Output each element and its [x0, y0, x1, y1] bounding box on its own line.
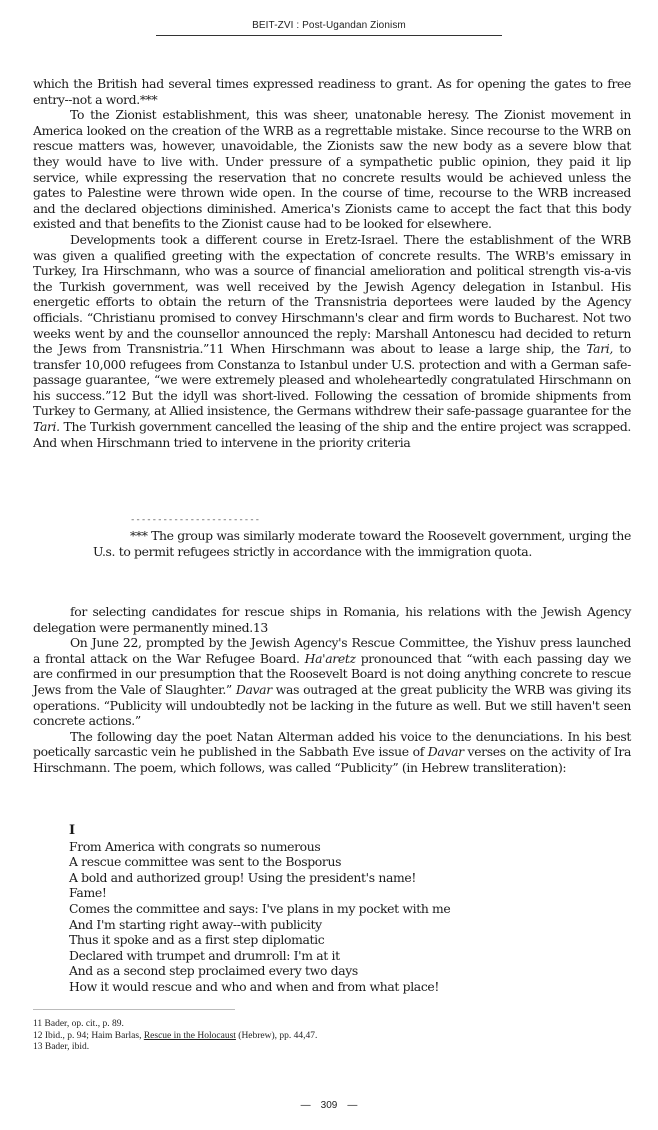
main-text-bottom	[33, 604, 631, 776]
poem-line: Fame!	[69, 885, 107, 901]
paragraph-2: To the Zionist establishment, this was sheer, unatonable heresy. The Zionist movement in America looked on the creation of the WRB as a regrettable mistake. Since recourse to the WRB on rescue matters was, however, unavoidable, the Zionists saw the new body as a severe blow that they would have to live with. Under pressure of a sympathetic public opinion, they paid it lip service, while expressing the reservation that no concrete results would be achieved unless the gates to Palestine were thrown wide open. In the course of time, recourse to the WRB increased and the declared objections diminished. America's Zionists came to accept the fact that this body existed and that benefits to the Zionist cause had to be looked for elsewhere.	[33, 107, 631, 232]
paragraph-4: for selecting candidates for rescue ships in Romania, his relations with the Jewish Agency delegation were permanently mined.13	[33, 604, 631, 635]
paragraph-5-text-a: On June 22, prompted by the Jewish Agency's Rescue Committee, the Yishuv press launched a frontal attack on the War Refugee Board.	[33, 635, 631, 666]
poem-publicity	[69, 823, 629, 995]
dash-left: —	[300, 1100, 311, 1111]
newspaper-davar-2: Davar	[427, 744, 464, 760]
poem-line: Thus it spoke and as a first step diplomatic	[69, 932, 325, 948]
footnote-12-pre: 12 Ibid., p. 94; Haim Barlas,	[33, 1030, 144, 1041]
footnote-rule	[33, 1009, 235, 1010]
poem-stanza-numeral: I	[69, 823, 75, 838]
paragraph-5	[33, 635, 631, 729]
paragraph-6-text-a: The following day the poet Natan Alterman added his voice to the denunciations. In his best poetically sarcastic vein he published in the Sabbath Eve issue of	[33, 728, 631, 760]
page-number: 309	[320, 1100, 338, 1111]
paragraph-3	[33, 232, 631, 450]
paragraph-5-text-c: was outraged at the great publicity the WRB was giving its operations. “Publicity will undoubtedly not be lacking in the future as well. But we still haven't seen concrete actions.”	[33, 681, 632, 729]
poem-line: From America with congrats so numerous	[69, 838, 321, 854]
poem-line: Comes the committee and says: I've plans in my pocket with me	[69, 900, 451, 916]
footnote-separator: ------------------------	[130, 515, 261, 525]
ship-name-tari-2: Tari.	[33, 419, 60, 435]
poem-line: Declared with trumpet and drumroll: I'm at it	[69, 947, 340, 963]
paragraph-6-text-b: verses on the activity of Ira Hirschmann. The poem, which follows, was called “Publicity” (in Hebrew transliteration):	[33, 744, 631, 775]
footnotes	[33, 1019, 433, 1054]
poem-line: A bold and authorized group! Using the president's name!	[69, 869, 417, 885]
running-header	[0, 20, 658, 36]
paragraph-6	[33, 729, 631, 776]
newspaper-haaretz: Ha'aretz	[304, 650, 356, 666]
poem-line: And I'm starting right away--with publicity	[69, 916, 322, 932]
paragraph-3-text-b: to transfer 10,000 refugees from Constanza to Istanbul under U.S. protection and with a German safe-passage guarantee, “we were extremely pleased and wholeheartedly congratulated Hirschmann on his success.”12 But the idyll was short-lived. Following the cessation of bromide shipments from Turkey to Germany, at Allied insistence, the Germans withdrew their safe-passage guarantee for the	[33, 341, 631, 419]
main-text-top	[33, 76, 631, 450]
dash-right: —	[347, 1100, 358, 1111]
paragraph-3-text-c: The Turkish government cancelled the leasing of the ship and the entire project was scrapped. And when Hirschmann tried to intervene in the priority criteria	[33, 419, 631, 450]
page-footer	[0, 1100, 658, 1111]
header-rule	[156, 35, 502, 36]
asterisk-footnote-text: *** The group was similarly moderate toward the Roosevelt government, urging the U.s. to permit refugees strictly in accordance with the immigration quota.	[93, 528, 631, 559]
poem-line: And as a second step proclaimed every two days	[69, 963, 358, 979]
paragraph-3-text-a: Developments took a different course in Eretz-Israel. There the establishment of the WRB was given a qualified greeting with the expectation of concrete results. The WRB's emissary in Turkey, Ira Hirschmann, who was a source of financial amelioration and political strength vis-a-vis the Turkish government, was well received by the Jewish Agency delegation in Istanbul. His energetic efforts to obtain the return of the Transnistria deportees were lauded by the Agency officials. “Christianu promised to convey Hirschmann's clear and firm words to Bucharest. Not two weeks went by and the counsellor announced the reply: Marshall Antonescu had decided to return the Jews from Transnistria.”11 When Hirschmann was about to lease a large ship, the	[33, 231, 631, 357]
footnote-12	[33, 1031, 433, 1043]
paragraph-1: which the British had several times expressed readiness to grant. As for opening the gates to free entry--not a word.***	[33, 76, 631, 107]
footnote-12-book-title: Rescue in the Holocaust	[143, 1030, 236, 1041]
asterisk-footnote	[93, 514, 631, 559]
footnote-13: 13 Bader, ibid.	[33, 1042, 90, 1052]
footnote-12-post: (Hebrew), pp. 44,47.	[235, 1030, 318, 1041]
newspaper-davar: Davar	[235, 681, 272, 697]
ship-name-tari: Tari,	[586, 341, 613, 357]
paragraph-5-text-b: pronounced that “with each passing day we are confirmed in our presumption that the Roosevelt Board is not doing anything concrete to rescue Jews from the Vale of Slaughter.”	[33, 650, 631, 697]
poem-line: A rescue committee was sent to the Bosporus	[69, 854, 342, 870]
running-header-title: BEIT-ZVI : Post-Ugandan Zionism	[252, 20, 406, 31]
poem-line: How it would rescue and who and when and from what place!	[69, 978, 440, 994]
footnote-11: 11 Bader, op. cit., p. 89.	[33, 1019, 124, 1029]
